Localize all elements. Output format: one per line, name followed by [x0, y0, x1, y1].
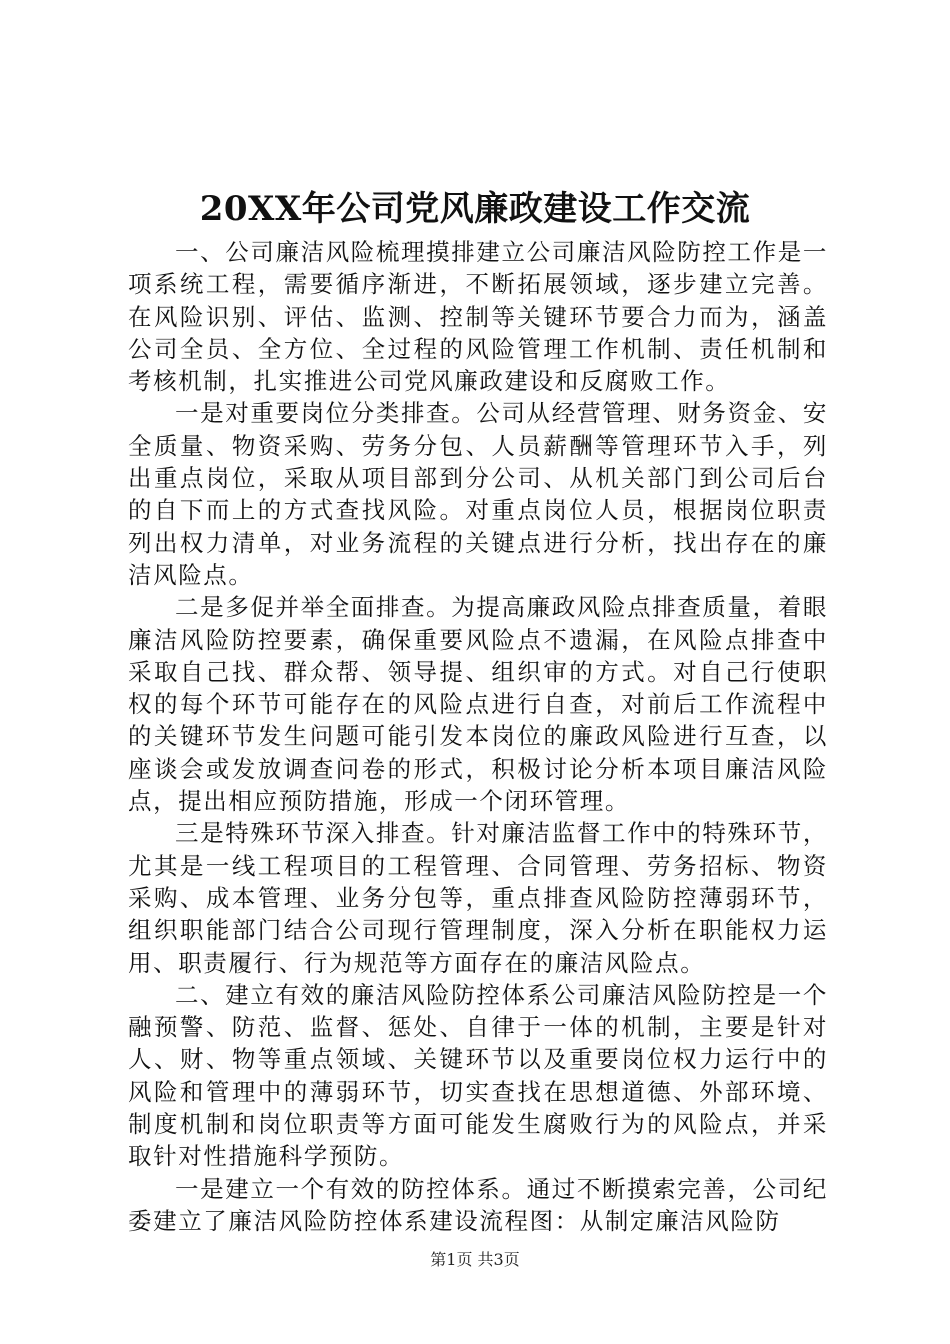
page-number-footer: 第1页 共3页 — [430, 1250, 520, 1269]
paragraph: 一是建立一个有效的防控体系。通过不断摸索完善，公司纪委建立了廉洁风险防控体系建设流程图：从制定廉洁风险防 — [128, 1174, 828, 1235]
document-title: 20XX年公司党风廉政建设工作交流 — [199, 189, 751, 229]
paragraph: 一、公司廉洁风险梳理摸排建立公司廉洁风险防控工作是一项系统工程，需要循序渐进，不断拓展领域，逐步建立完善。在风险识别、评估、监测、控制等关键环节要合力而为，涵盖公司全员、全方位、全过程的风险管理工作机制、责任机制和考核机制，扎实推进公司党风廉政建设和反腐败工作。 — [128, 238, 828, 396]
document-body — [128, 236, 828, 1237]
paragraph: 三是特殊环节深入排查。针对廉洁监督工作中的特殊环节，尤其是一线工程项目的工程管理、合同管理、劳务招标、物资采购、成本管理、业务分包等，重点排查风险防控薄弱环节，组织职能部门结合公司现行管理制度，深入分析在职能权力运用、职责履行、行为规范等方面存在的廉洁风险点。 — [128, 819, 828, 977]
paragraph: 一是对重要岗位分类排查。公司从经营管理、财务资金、安全质量、物资采购、劳务分包、人员薪酬等管理环节入手，列出重点岗位，采取从项目部到分公司、从机关部门到公司后台的自下而上的方式查找风险。对重点岗位人员，根据岗位职责列出权力清单，对业务流程的关键点进行分析，找出存在的廉洁风险点。 — [128, 399, 828, 589]
paragraph: 二是多促并举全面排查。为提高廉政风险点排查质量，着眼廉洁风险防控要素，确保重要风险点不遗漏，在风险点排查中采取自己找、群众帮、领导提、组织审的方式。对自己行使职权的每个环节可能存在的风险点进行自查，对前后工作流程中的关键环节发生问题可能引发本岗位的廉政风险进行互查，以座谈会或发放调查问卷的形式，积极讨论分析本项目廉洁风险点，提出相应预防措施，形成一个闭环管理。 — [128, 593, 828, 816]
paragraph: 二、建立有效的廉洁风险防控体系公司廉洁风险防控是一个融预警、防范、监督、惩处、自律于一体的机制，主要是针对人、财、物等重点领域、关键环节以及重要岗位权力运行中的风险和管理中的薄弱环节，切实查找在思想道德、外部环境、制度机制和岗位职责等方面可能发生腐败行为的风险点，并采取针对性措施科学预防。 — [128, 980, 828, 1171]
